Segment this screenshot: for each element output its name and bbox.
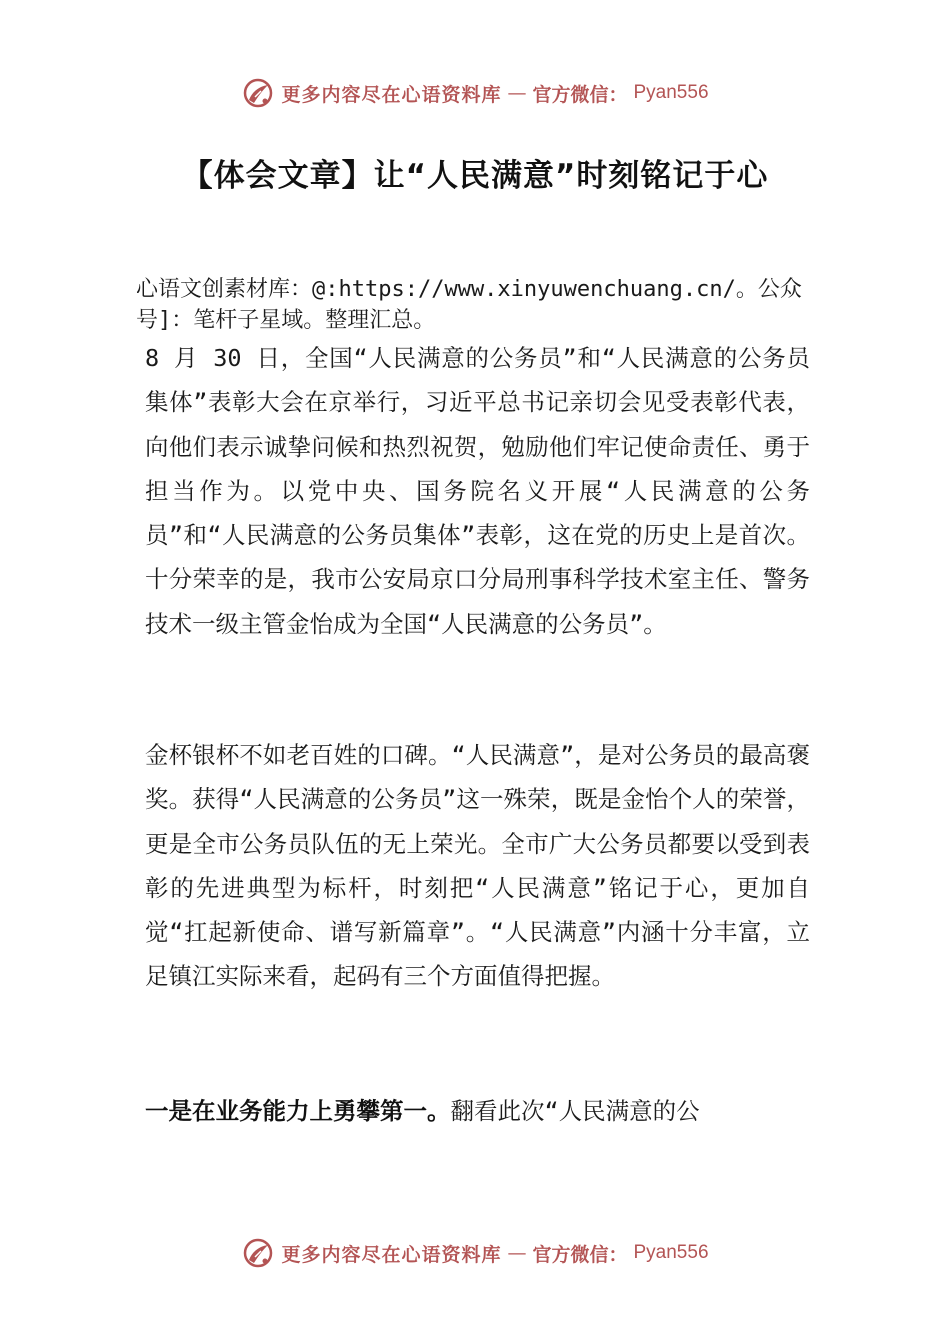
footer-logo-icon bbox=[241, 1236, 275, 1270]
paragraph-3-text: 翻看此次“人民满意的公 bbox=[450, 1097, 700, 1125]
paragraph-1: 8 月 30 日，全国“人民满意的公务员”和“人民满意的公务员集体”表彰大会在京举行，习近平总书记亲切会见受表彰代表，向他们表示诚挚问候和热烈祝贺，勉励他们牢记使命责任、勇于担当作为。以党中央、国务院名义开展“人民满意的公务员”和“人民满意的公务员集体”表彰，这在党的历史上是首次。十分荣幸的是，我市公安局京口分局刑事科学技术室主任、警务技术一级主管金怡成为全国“人民满意的公务员”。 bbox=[145, 344, 810, 638]
footer-banner-wechat-label: 官方微信： bbox=[532, 1243, 628, 1266]
banner-wechat-label: 官方微信： bbox=[532, 83, 628, 106]
footer-banner bbox=[0, 1233, 950, 1273]
banner-separator: — bbox=[507, 82, 527, 104]
header-banner bbox=[0, 73, 950, 113]
banner-content bbox=[241, 76, 708, 110]
footer-banner-content bbox=[241, 1236, 708, 1270]
paragraph-3 bbox=[145, 1089, 810, 1133]
footer-banner-separator: — bbox=[507, 1242, 527, 1264]
document-title: 【体会文章】让“人民满意”时刻铭记于心 bbox=[181, 158, 769, 194]
footer-banner-wechat-id: Pyan556 bbox=[633, 1242, 709, 1263]
source-line: 心语文创素材库：@:https://www.xinyuwenchuang.cn/。公众号]：笔杆子星域。整理汇总。 bbox=[136, 277, 802, 333]
paragraph-2: 金杯银杯不如老百姓的口碑。“人民满意”，是对公务员的最高褒奖。获得“人民满意的公务员”这一殊荣，既是金怡个人的荣誉，更是全市公务员队伍的无上荣光。全市广大公务员都要以受到表彰的先进典型为标杆，时刻把“人民满意”铭记于心，更加自觉“扛起新使命、谱写新篇章”。“人民满意”内涵十分丰富，立足镇江实际来看，起码有三个方面值得把握。 bbox=[145, 741, 810, 991]
logo-icon bbox=[241, 76, 275, 110]
banner-text: 更多内容尽在心语资料库 bbox=[281, 83, 502, 106]
paragraph-3-lead: 一是在业务能力上勇攀第一。 bbox=[145, 1097, 451, 1125]
banner-wechat-id: Pyan556 bbox=[633, 82, 709, 103]
footer-banner-text: 更多内容尽在心语资料库 bbox=[281, 1243, 502, 1266]
